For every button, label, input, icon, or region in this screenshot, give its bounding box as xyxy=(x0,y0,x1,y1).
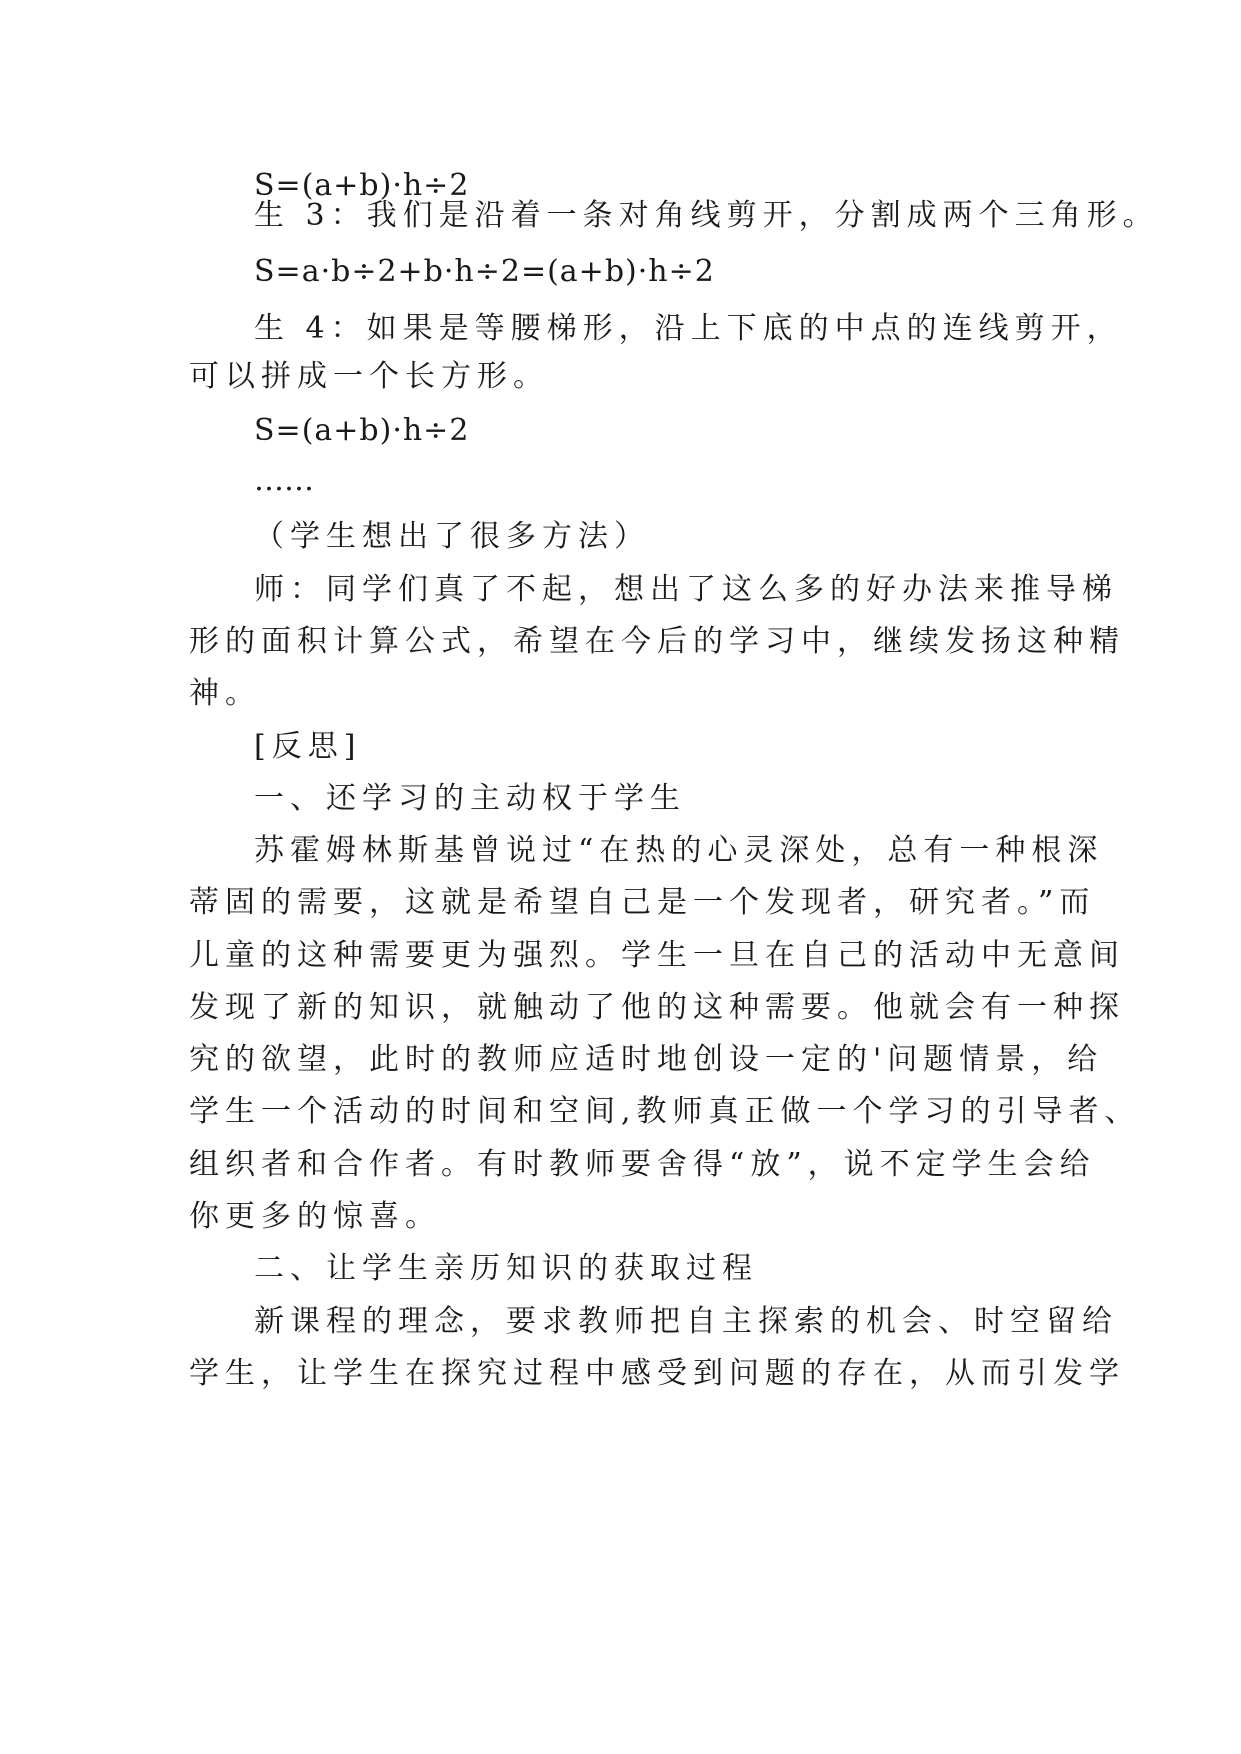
text-line: 神。 xyxy=(189,676,261,711)
text-line: （学生想出了很多方法） xyxy=(254,519,650,554)
text-line: 发现了新的知识，就触动了他的这种需要。他就会有一种探 xyxy=(189,990,1125,1025)
text-line: 可以拼成一个长方形。 xyxy=(189,359,549,394)
section-heading: 二、让学生亲历知识的获取过程 xyxy=(254,1251,758,1286)
text-line: 学生一个活动的时间和空间,教师真正做一个学习的引导者、 xyxy=(189,1094,1141,1129)
text-line: 生 4：如果是等腰梯形，沿上下底的中点的连线剪开， xyxy=(254,311,1123,346)
formula-line: S=(a+b)·h÷2 xyxy=(254,413,470,448)
formula-line: S=a·b÷2+b·h÷2=(a+b)·h÷2 xyxy=(254,254,715,289)
text-line: 生 3：我们是沿着一条对角线剪开，分割成两个三角形。 xyxy=(254,198,1159,233)
text-line: 形的面积计算公式，希望在今后的学习中，继续发扬这种精 xyxy=(189,624,1125,659)
text-line: 你更多的惊喜。 xyxy=(189,1199,441,1234)
formula-line: S=(a+b)·h÷2 xyxy=(254,168,470,203)
text-line: 新课程的理念，要求教师把自主探索的机会、时空留给 xyxy=(254,1304,1118,1339)
section-label: [反思] xyxy=(254,729,362,764)
text-line: 蒂固的需要，这就是希望自己是一个发现者，研究者。”而 xyxy=(189,885,1096,920)
text-line: 苏霍姆林斯基曾说过“在热的心灵深处，总有一种根深 xyxy=(254,833,1104,868)
text-line: 师：同学们真了不起，想出了这么多的好办法来推导梯 xyxy=(254,572,1118,607)
section-heading: 一、还学习的主动权于学生 xyxy=(254,781,686,816)
ellipsis-line: …… xyxy=(254,463,314,498)
text-line: 学生，让学生在探究过程中感受到问题的存在，从而引发学 xyxy=(189,1356,1125,1391)
text-line: 究的欲望，此时的教师应适时地创设一定的'问题情景，给 xyxy=(189,1042,1104,1077)
text-line: 儿童的这种需要更为强烈。学生一旦在自己的活动中无意间 xyxy=(189,938,1125,973)
text-line: 组织者和合作者。有时教师要舍得“放”，说不定学生会给 xyxy=(189,1147,1096,1182)
